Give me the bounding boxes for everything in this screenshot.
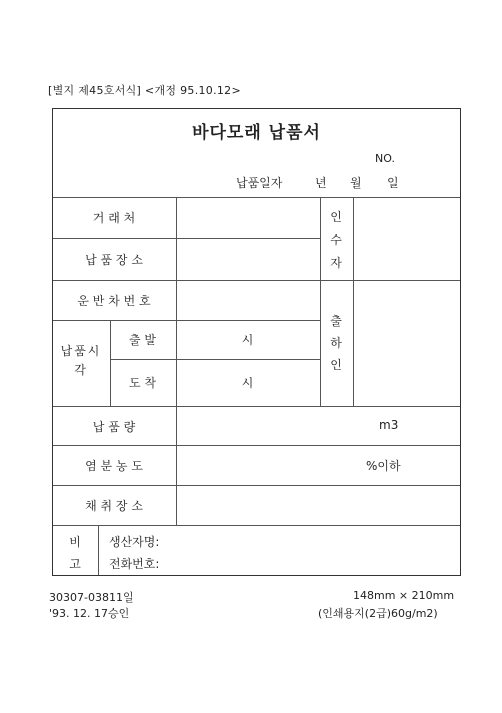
salinity-unit: %이하 (366, 459, 401, 473)
delivery-place-label: 납 품 장 소 (85, 253, 143, 267)
form-title: 바다모래 납품서 (192, 123, 321, 143)
client-label: 거 래 처 (92, 211, 136, 225)
paper-spec: (인쇄용지(2급)60g/m2) (318, 607, 438, 620)
shipper-label-2: 하 (330, 336, 342, 350)
departure-time-unit: 시 (241, 333, 254, 347)
receiver-label-3: 자 (330, 256, 342, 270)
delivery-date-month: 월 (350, 176, 362, 190)
approval-date: '93. 12. 17승인 (49, 607, 130, 620)
salinity-label: 염 분 농 도 (85, 459, 143, 473)
quantity-unit: m3 (379, 418, 399, 432)
vehicle-number-label: 운 반 차 번 호 (77, 294, 151, 308)
producer-name-label: 생산자명: (109, 535, 160, 549)
paper-size: 148mm × 210mm (353, 589, 455, 602)
delivery-time-label: 납품시각 (60, 344, 102, 377)
quantity-label: 납 품 량 (92, 420, 136, 434)
departure-label: 출 발 (129, 333, 156, 347)
form-header: [별지 제45호서식] <개정 95.10.12> (48, 84, 241, 97)
arrival-label: 도 착 (129, 376, 156, 390)
remarks-label-2: 고 (69, 557, 81, 571)
delivery-date-label: 납품일자 (236, 176, 283, 190)
form-number-label: NO. (375, 152, 395, 165)
delivery-date-day: 일 (387, 176, 399, 190)
delivery-date-year: 년 (315, 176, 327, 190)
receiver-label-2: 수 (330, 233, 342, 247)
remarks-label-1: 비 (69, 535, 81, 549)
shipper-label-3: 인 (330, 358, 342, 372)
extraction-site-label: 채 취 장 소 (85, 499, 143, 513)
shipper-label-1: 출 (330, 314, 342, 328)
arrival-time-unit: 시 (241, 376, 254, 390)
form-code: 30307-03811일 (49, 591, 134, 604)
receiver-label-1: 인 (330, 210, 342, 224)
phone-number-label: 전화번호: (109, 557, 160, 571)
